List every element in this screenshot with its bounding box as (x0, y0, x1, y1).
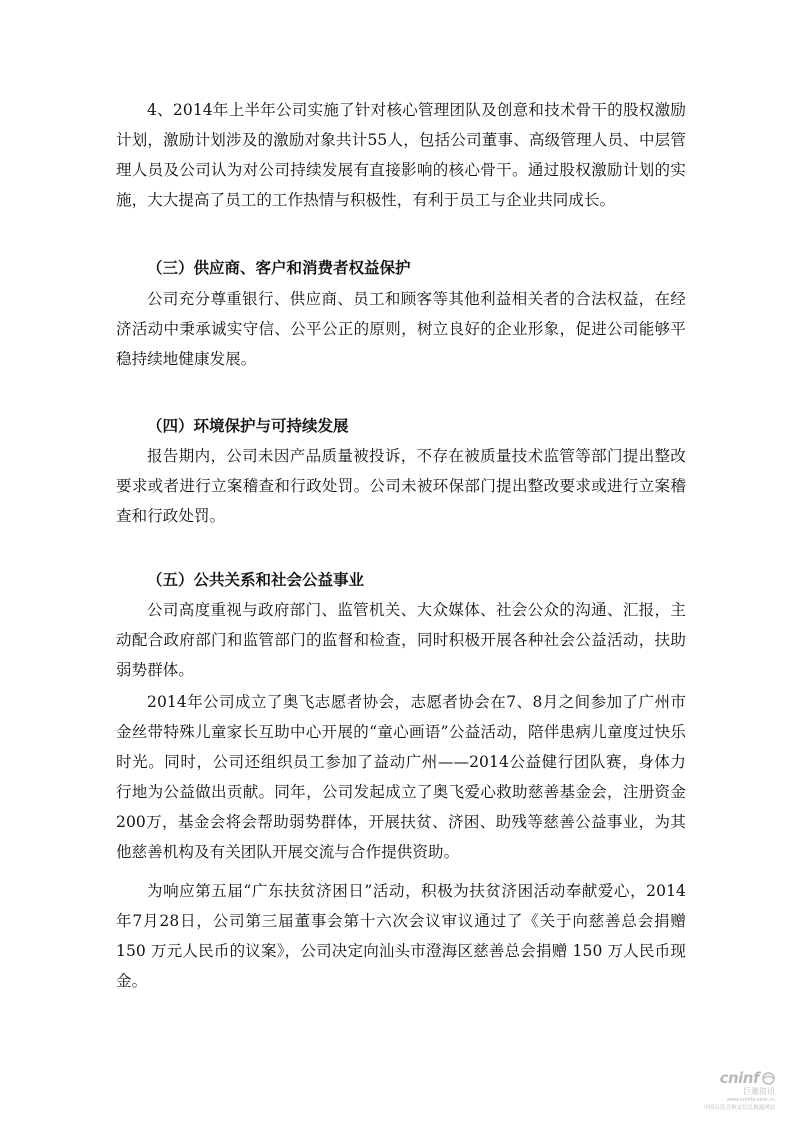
section-heading-supplier-rights: （三）供应商、客户和消费者权益保护 (147, 259, 411, 277)
cninfo-url: www.cninfo.com.cn (726, 1097, 775, 1103)
section-heading-public-welfare: （五）公共关系和社会公益事业 (147, 571, 365, 589)
paragraph-stakeholder-rights: 公司充分尊重银行、供应商、员工和顾客等其他利益相关者的合法权益，在经济活动中秉承诚实守信、公平公正的原则，树立良好的企业形象，促进公司能够平稳持续地健康发展。 (116, 290, 686, 368)
section-heading-environment: （四）环境保护与可持续发展 (147, 417, 349, 435)
paragraph-equity-incentive: 4、2014年上半年公司实施了针对核心管理团队及创意和技术骨干的股权激励计划，激励计划涉及的激励对象共计55人，包括公司董事、高级管理人员、中层管理人员及公司认为对公司持续发展有直接影响的核心骨干。通过股权激励计划的实施，大大提高了员工的工作热情与积极性，有利于员工与企业共同成长。 (116, 101, 686, 209)
paragraph-public-relations: 公司高度重视与政府部门、监管机关、大众媒体、社会公众的沟通、汇报，主动配合政府部门和监管部门的监督和检查，同时积极开展各种社会公益活动，扶助弱势群体。 (116, 601, 686, 679)
cninfo-chinese-name: 巨潮资讯 (743, 1087, 775, 1096)
cninfo-full-name: 中国证监会指定信息披露网站 (703, 1105, 775, 1111)
paragraph-charity-donation: 为响应第五届“广东扶贫济困日”活动，积极为扶贫济困活动奉献爱心，2014年7月28日，公司第三届董事会第十六次会议审议通过了《关于向慈善总会捐赠150 万元人民币的议案》，公司决定向汕头市澄海区慈善总会捐赠 150 万人民币现金。 (116, 882, 686, 990)
cninfo-logo (685, 1070, 775, 1086)
paragraph-volunteer-association: 2014年公司成立了奥飞志愿者协会，志愿者协会在7、8月之间参加了广州市金丝带特殊儿童家长互助中心开展的“童心画语”公益活动，陪伴患病儿童度过快乐时光。同时，公司还组织员工参加了益动广州——2014公益健行团队赛，身体力行地为公益做出贡献。同年，公司发起成立了奥飞爱心救助慈善基金会，注册资金200万，基金会将会帮助弱势群体，开展扶贫、济困、助残等慈善公益事业，为其他慈善机构及有关团队开展交流与合作提供资助。 (116, 693, 686, 861)
cninfo-logo-icon (762, 1072, 775, 1085)
cninfo-brand-text: cninf (719, 1069, 759, 1087)
paragraph-environment: 报告期内，公司未因产品质量被投诉，不存在被质量技术监管等部门提出整改要求或者进行立案稽查和行政处罚。公司未被环保部门提出整改要求或进行立案稽查和行政处罚。 (116, 447, 686, 525)
cninfo-watermark (685, 1070, 775, 1112)
